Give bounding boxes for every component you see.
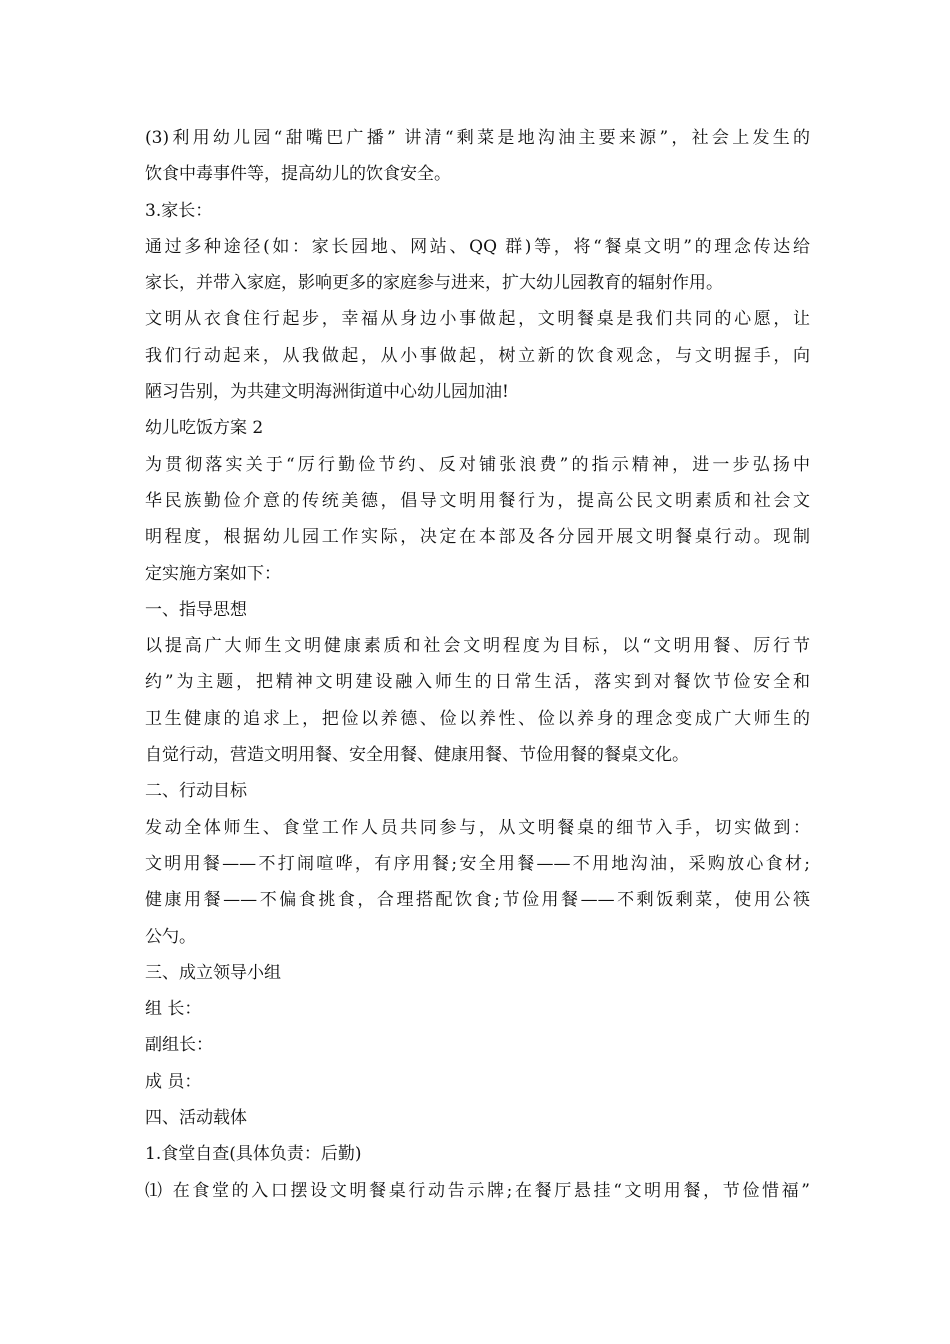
text-line: 文明用餐——不打闹喧哗，有序用餐;安全用餐——不用地沟油，采购放心食材; bbox=[145, 853, 810, 874]
text-line: 副组长： bbox=[145, 1035, 213, 1056]
text-line: 文明从衣食住行起步，幸福从身边小事做起，文明餐桌是我们共同的心愿，让 bbox=[145, 309, 810, 330]
text-line: 华民族勤俭介意的传统美德，倡导文明用餐行为，提高公民文明素质和社会文 bbox=[145, 490, 810, 511]
text-line: ⑴ 在食堂的入口摆设文明餐桌行动告示牌;在餐厅悬挂“文明用餐，节俭惜福” bbox=[145, 1180, 810, 1201]
text-line: 一、指导思想 bbox=[145, 599, 247, 620]
text-line: 明程度，根据幼儿园工作实际，决定在本部及各分园开展文明餐桌行动。现制 bbox=[145, 527, 810, 548]
text-line: 公勺。 bbox=[145, 926, 196, 947]
text-line: 成 员： bbox=[145, 1071, 202, 1092]
text-line: 健康用餐——不偏食挑食，合理搭配饮食;节俭用餐——不剩饭剩菜，使用公筷 bbox=[145, 890, 810, 911]
text-line: 以提高广大师生文明健康素质和社会文明程度为目标，以“文明用餐、厉行节 bbox=[145, 636, 810, 657]
text-line: 通过多种途径(如：家长园地、网站、QQ 群)等，将“餐桌文明”的理念传达给 bbox=[145, 236, 810, 257]
text-line: 组 长： bbox=[145, 999, 202, 1020]
text-line: 卫生健康的追求上，把俭以养德、俭以养性、俭以养身的理念变成广大师生的 bbox=[145, 708, 810, 729]
text-line: 四、活动载体 bbox=[145, 1108, 247, 1129]
text-line: 家长，并带入家庭，影响更多的家庭参与进来，扩大幼儿园教育的辐射作用。 bbox=[145, 273, 723, 294]
text-line: 1.食堂自查(具体负责：后勤) bbox=[145, 1144, 362, 1165]
text-line: 定实施方案如下： bbox=[145, 563, 281, 584]
text-line: 三、成立领导小组 bbox=[145, 962, 281, 983]
text-line: 3.家长： bbox=[145, 200, 213, 221]
text-line: 发动全体师生、食堂工作人员共同参与，从文明餐桌的细节入手，切实做到： bbox=[145, 817, 810, 838]
text-line: 我们行动起来，从我做起，从小事做起，树立新的饮食观念，与文明握手，向 bbox=[145, 345, 810, 366]
text-line: 为贯彻落实关于“厉行勤俭节约、反对铺张浪费”的指示精神，进一步弘扬中 bbox=[145, 454, 810, 475]
text-line: 幼儿吃饭方案 2 bbox=[145, 418, 264, 439]
text-line: (3)利用幼儿园“甜嘴巴广播” 讲清“剩菜是地沟油主要来源”，社会上发生的 bbox=[145, 128, 810, 148]
text-line: 饮食中毒事件等，提高幼儿的饮食安全。 bbox=[145, 164, 451, 185]
text-line: 约”为主题，把精神文明建设融入师生的日常生活，落实到对餐饮节俭安全和 bbox=[145, 672, 810, 693]
text-line: 二、行动目标 bbox=[145, 781, 247, 802]
text-line: 自觉行动，营造文明用餐、安全用餐、健康用餐、节俭用餐的餐桌文化。 bbox=[145, 745, 689, 766]
text-line: 陋习告别，为共建文明海洲街道中心幼儿园加油! bbox=[145, 382, 509, 403]
document-body bbox=[145, 120, 810, 1209]
